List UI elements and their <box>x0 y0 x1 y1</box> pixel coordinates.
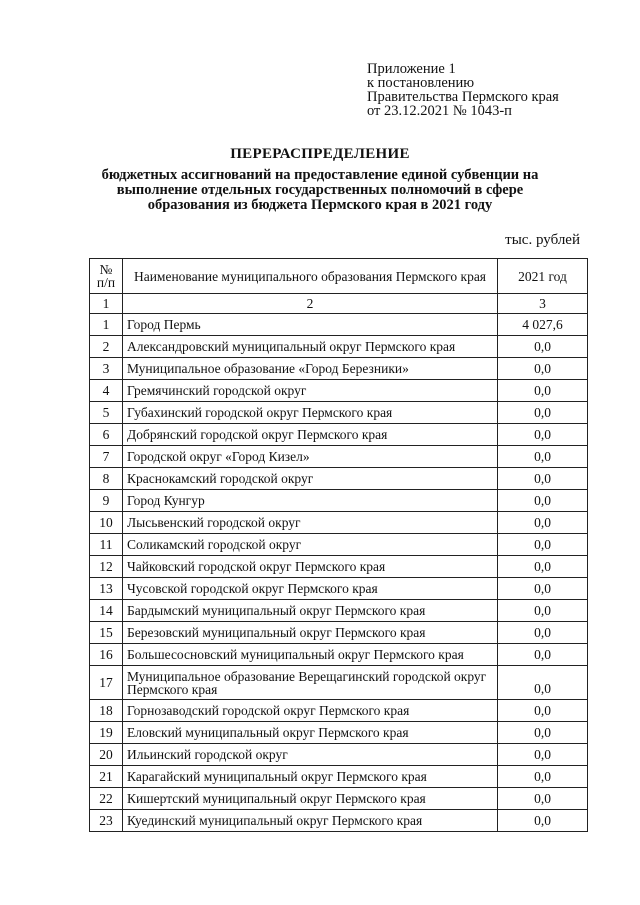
municipality-name: Ильинский городской округ <box>123 744 498 766</box>
table-row <box>90 600 588 622</box>
allocation-value: 0,0 <box>498 744 588 766</box>
table-row <box>90 358 588 380</box>
row-number: 12 <box>90 556 123 578</box>
row-number: 17 <box>90 666 123 700</box>
municipality-name: Муниципальное образование Верещагинский городской округ Пермского края <box>123 666 498 700</box>
allocation-value: 0,0 <box>498 666 588 700</box>
table-row <box>90 766 588 788</box>
document-subtitle: бюджетных ассигнований на предоставление единой субвенции на выполнение отдельных государственных полномочий в сфере образования из бюджета Пермского края в 2021 году <box>101 167 539 213</box>
table-header-row <box>90 259 588 294</box>
municipality-name: Чайковский городской округ Пермского края <box>123 556 498 578</box>
municipality-name: Еловский муниципальный округ Пермского края <box>123 722 498 744</box>
municipality-name: Горнозаводский городской округ Пермского края <box>123 700 498 722</box>
allocation-value: 0,0 <box>498 600 588 622</box>
allocation-value: 0,0 <box>498 788 588 810</box>
table-row <box>90 468 588 490</box>
row-number: 4 <box>90 380 123 402</box>
row-number: 14 <box>90 600 123 622</box>
row-number: 13 <box>90 578 123 600</box>
row-number: 18 <box>90 700 123 722</box>
column-number-row <box>90 294 588 314</box>
municipality-name: Большесосновский муниципальный округ Пермского края <box>123 644 498 666</box>
row-number: 22 <box>90 788 123 810</box>
table-row <box>90 490 588 512</box>
row-number: 11 <box>90 534 123 556</box>
row-number: 19 <box>90 722 123 744</box>
row-number: 7 <box>90 446 123 468</box>
municipality-name: Кишертский муниципальный округ Пермского края <box>123 788 498 810</box>
municipality-name: Александровский муниципальный округ Пермского края <box>123 336 498 358</box>
row-number: 15 <box>90 622 123 644</box>
column-number: 2 <box>123 294 498 314</box>
allocation-value: 0,0 <box>498 446 588 468</box>
allocation-value: 0,0 <box>498 622 588 644</box>
municipality-name: Краснокамский городской округ <box>123 468 498 490</box>
allocation-value: 0,0 <box>498 512 588 534</box>
allocation-value: 0,0 <box>498 700 588 722</box>
municipality-name: Березовский муниципальный округ Пермского края <box>123 622 498 644</box>
allocation-value: 0,0 <box>498 766 588 788</box>
table-row <box>90 722 588 744</box>
row-number: 8 <box>90 468 123 490</box>
table-row <box>90 336 588 358</box>
table-row <box>90 810 588 832</box>
table-row <box>90 700 588 722</box>
row-number: 2 <box>90 336 123 358</box>
allocation-value: 0,0 <box>498 358 588 380</box>
allocation-value: 4 027,6 <box>498 314 588 336</box>
row-number: 1 <box>90 314 123 336</box>
units-label: тыс. рублей <box>505 232 580 248</box>
municipality-name: Губахинский городской округ Пермского края <box>123 402 498 424</box>
table-row <box>90 556 588 578</box>
municipality-name: Муниципальное образование «Город Березники» <box>123 358 498 380</box>
appendix-authority: Правительства Пермского края <box>367 89 559 105</box>
allocation-value: 0,0 <box>498 424 588 446</box>
appendix-title: Приложение 1 <box>367 61 456 77</box>
row-number: 21 <box>90 766 123 788</box>
table-row <box>90 314 588 336</box>
table-row <box>90 446 588 468</box>
municipality-name: Бардымский муниципальный округ Пермского края <box>123 600 498 622</box>
allocation-value: 0,0 <box>498 578 588 600</box>
allocation-value: 0,0 <box>498 402 588 424</box>
municipality-name: Соликамский городской округ <box>123 534 498 556</box>
row-number: 3 <box>90 358 123 380</box>
allocation-value: 0,0 <box>498 468 588 490</box>
header-num: № п/п <box>90 259 123 294</box>
municipality-name: Лысьвенский городской округ <box>123 512 498 534</box>
document-title: ПЕРЕРАСПРЕДЕЛЕНИЕ <box>230 146 410 162</box>
table-row <box>90 788 588 810</box>
municipality-name: Город Кунгур <box>123 490 498 512</box>
municipality-name: Куединский муниципальный округ Пермского края <box>123 810 498 832</box>
appendix-date-number: от 23.12.2021 № 1043-п <box>367 103 512 119</box>
row-number: 9 <box>90 490 123 512</box>
allocation-value: 0,0 <box>498 810 588 832</box>
allocation-value: 0,0 <box>498 380 588 402</box>
municipality-name: Гремячинский городской округ <box>123 380 498 402</box>
table-row <box>90 380 588 402</box>
column-number: 3 <box>498 294 588 314</box>
header-year: 2021 год <box>498 259 588 294</box>
table-row <box>90 578 588 600</box>
municipality-name: Добрянский городской округ Пермского края <box>123 424 498 446</box>
allocation-value: 0,0 <box>498 644 588 666</box>
row-number: 10 <box>90 512 123 534</box>
header-name: Наименование муниципального образования Пермского края <box>123 259 498 294</box>
allocation-table <box>89 258 588 832</box>
row-number: 16 <box>90 644 123 666</box>
appendix-block <box>367 62 559 118</box>
allocation-value: 0,0 <box>498 336 588 358</box>
municipality-name: Городской округ «Город Кизел» <box>123 446 498 468</box>
table-body <box>90 314 588 832</box>
allocation-value: 0,0 <box>498 722 588 744</box>
row-number: 6 <box>90 424 123 446</box>
allocation-value: 0,0 <box>498 534 588 556</box>
table-row <box>90 744 588 766</box>
allocation-value: 0,0 <box>498 490 588 512</box>
column-number: 1 <box>90 294 123 314</box>
row-number: 5 <box>90 402 123 424</box>
table-row <box>90 666 588 700</box>
municipality-name: Карагайский муниципальный округ Пермского края <box>123 766 498 788</box>
table-row <box>90 644 588 666</box>
table-row <box>90 512 588 534</box>
municipality-name: Город Пермь <box>123 314 498 336</box>
table-row <box>90 622 588 644</box>
table-row <box>90 424 588 446</box>
table-row <box>90 534 588 556</box>
row-number: 23 <box>90 810 123 832</box>
appendix-ref: к постановлению <box>367 75 475 91</box>
row-number: 20 <box>90 744 123 766</box>
municipality-name: Чусовской городской округ Пермского края <box>123 578 498 600</box>
allocation-value: 0,0 <box>498 556 588 578</box>
table-row <box>90 402 588 424</box>
